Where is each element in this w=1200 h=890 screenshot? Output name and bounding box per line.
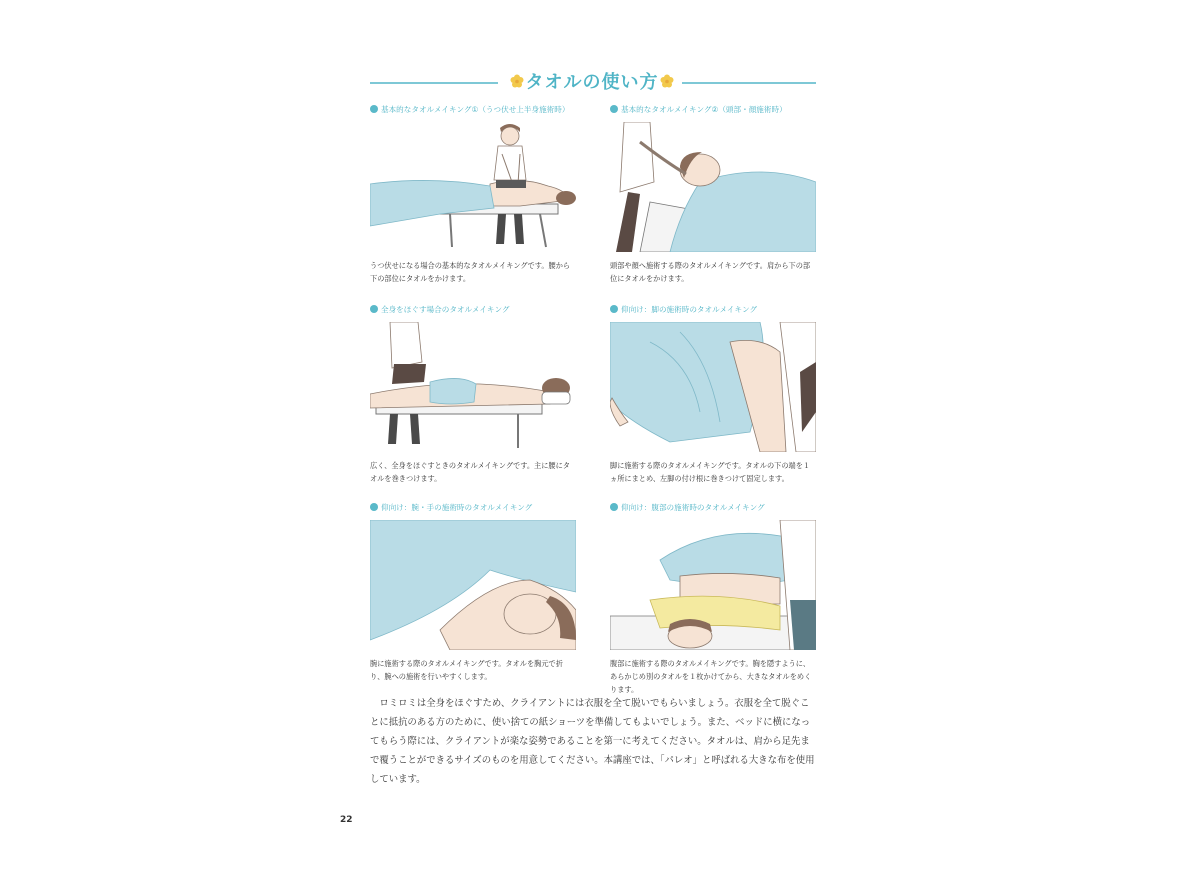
body-paragraph: ロミロミは全身をほぐすため、クライアントには衣服を全て脱いでもらいましょう。衣服を全て脱ぐことに抵抗のある方のために、使い捨ての紙ショーツを準備してもよいでしょう。また、ベッドに横になってもらう際には、クライアントが楽な姿勢であることを第一に考えてください。タオルは、肩から足先まで覆うことができるサイズのものを用意してください。本講座では、「パレオ」と呼ばれる大きな布を使用しています。 bbox=[370, 698, 815, 785]
title-rule-left bbox=[370, 82, 498, 84]
illustration-arm-massage bbox=[370, 520, 576, 650]
panel-caption: 腹部に施術する際のタオルメイキングです。胸を隠すように、あらかじめ別のタオルを１枚かけてから、大きなタオルをめくります。 bbox=[610, 659, 812, 694]
bullet-icon bbox=[370, 105, 378, 113]
bullet-icon bbox=[610, 305, 618, 313]
page-title: タオルの使い方 bbox=[525, 72, 659, 93]
panel-caption: 腕に施術する際のタオルメイキングです。タオルを胸元で折り、腕への施術を行いやすくします。 bbox=[370, 659, 563, 681]
flower-icon bbox=[660, 74, 674, 88]
bullet-icon bbox=[370, 503, 378, 511]
illustration-prone-massage bbox=[370, 122, 576, 252]
panel-heading: 基本的なタオルメイキング①（うつ伏せ上半身施術時） bbox=[370, 104, 576, 118]
title-rule-right bbox=[682, 82, 816, 84]
panel-heading: 仰向け：腕・手の施術時のタオルメイキング bbox=[370, 502, 576, 516]
illustration-leg-massage bbox=[610, 322, 816, 452]
panel-caption: 頭部や顔へ施術する際のタオルメイキングです。肩から下の部位にタオルをかけます。 bbox=[610, 261, 811, 283]
flower-icon bbox=[510, 74, 524, 88]
panel-heading: 仰向け：脚の施術時のタオルメイキング bbox=[610, 304, 816, 318]
bullet-icon bbox=[370, 305, 378, 313]
panel-heading: 仰向け：腹部の施術時のタオルメイキング bbox=[610, 502, 816, 516]
illustration-head-massage bbox=[610, 122, 816, 252]
illustration-full-body-massage bbox=[370, 322, 576, 452]
panel-caption: うつ伏せになる場合の基本的なタオルメイキングです。腰から下の部位にタオルをかけます。 bbox=[370, 261, 571, 283]
illustration-abdomen-massage bbox=[610, 520, 816, 650]
page-number: 22 bbox=[340, 815, 353, 825]
panel-heading: 全身をほぐす場合のタオルメイキング bbox=[370, 304, 576, 318]
bullet-icon bbox=[610, 105, 618, 113]
panel-heading: 基本的なタオルメイキング②（頭部・顔施術時） bbox=[610, 104, 816, 118]
panel-caption: 広く、全身をほぐすときのタオルメイキングです。主に腰にタオルを巻きつけます。 bbox=[370, 461, 570, 483]
bullet-icon bbox=[610, 503, 618, 511]
panel-caption: 脚に施術する際のタオルメイキングです。タオルの下の端を１ヵ所にまとめ、左脚の付け根に巻きつけて固定します。 bbox=[610, 461, 811, 483]
page-title-row bbox=[370, 66, 816, 98]
